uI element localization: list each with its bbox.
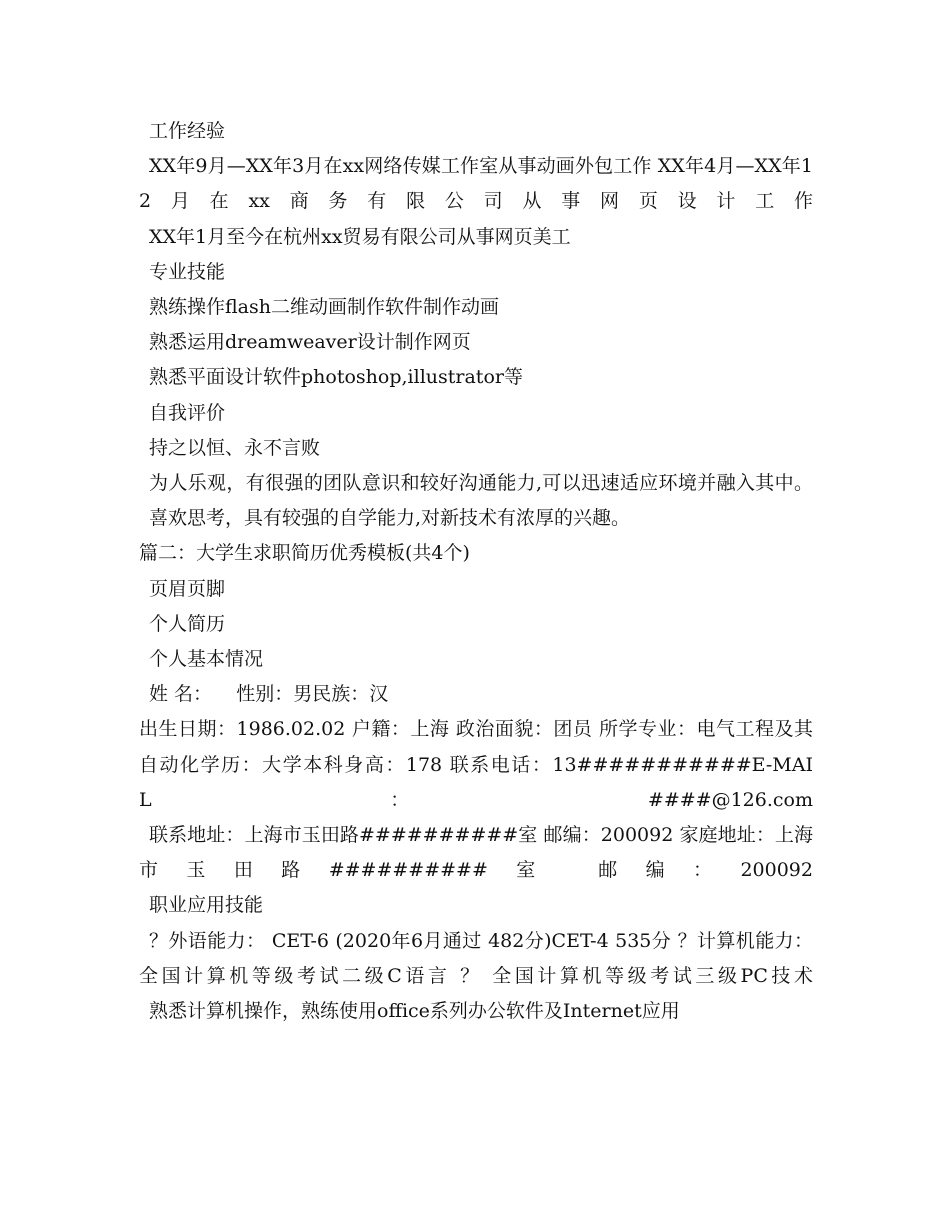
paragraph-work-history-1: XX年9月—XX年3月在xx网络传媒工作室从事动画外包工作 XX年4月—XX年12月在xx商务有限公司从事网页设计工作 <box>139 155 813 213</box>
section-heading-basic-info: 个人基本情况 <box>149 648 264 671</box>
resume-title: 个人简历 <box>149 612 226 635</box>
basic-info-name-gender: 姓 名： 性别：男民族：汉 <box>149 683 389 706</box>
applied-skills-language-computer: ？外语能力： CET-6 (2020年6月通过 482分)CET-4 535分 ？计算机能力：全国计算机等级考试二级C语言 ？ 全国计算机等级考试三级PC技术 <box>139 929 813 987</box>
skill-item-dreamweaver: 熟悉运用dreamweaver设计制作网页 <box>149 331 471 354</box>
self-evaluation-item-2: 为人乐观，有很强的团队意识和较好沟通能力,可以迅速适应环境并融入其中。 <box>149 472 813 495</box>
section-heading-work-experience: 工作经验 <box>149 120 226 142</box>
paragraph-work-history-2: XX年1月至今在杭州xx贸易有限公司从事网页美工 <box>149 225 571 248</box>
basic-info-details: 出生日期：1986.02.02 户籍：上海 政治面貌：团员 所学专业：电气工程及其自动化学历：大学本科身高：178 联系电话：13###########E-MAIL：####@126.com <box>139 718 813 811</box>
header-footer-label: 页眉页脚 <box>149 577 226 600</box>
section-heading-applied-skills: 职业应用技能 <box>149 894 264 917</box>
chapter-heading-part-two: 篇二：大学生求职简历优秀模板(共4个) <box>139 542 470 565</box>
skill-item-flash: 熟练操作flash二维动画制作软件制作动画 <box>149 296 499 319</box>
section-heading-professional-skills: 专业技能 <box>149 260 226 283</box>
skill-item-photoshop: 熟悉平面设计软件photoshop,illustrator等 <box>149 366 523 389</box>
document-page <box>139 114 813 1029</box>
self-evaluation-item-1: 持之以恒、永不言败 <box>149 436 321 459</box>
contact-address: 联系地址：上海市玉田路##########室 邮编：200092 家庭地址：上海市玉田路##########室 邮编：200092 <box>139 824 813 882</box>
applied-skills-office: 熟悉计算机操作，熟练使用office系列办公软件及Internet应用 <box>149 1000 680 1023</box>
self-evaluation-item-3: 喜欢思考，具有较强的自学能力,对新技术有浓厚的兴趣。 <box>149 507 631 530</box>
section-heading-self-evaluation: 自我评价 <box>149 401 226 424</box>
